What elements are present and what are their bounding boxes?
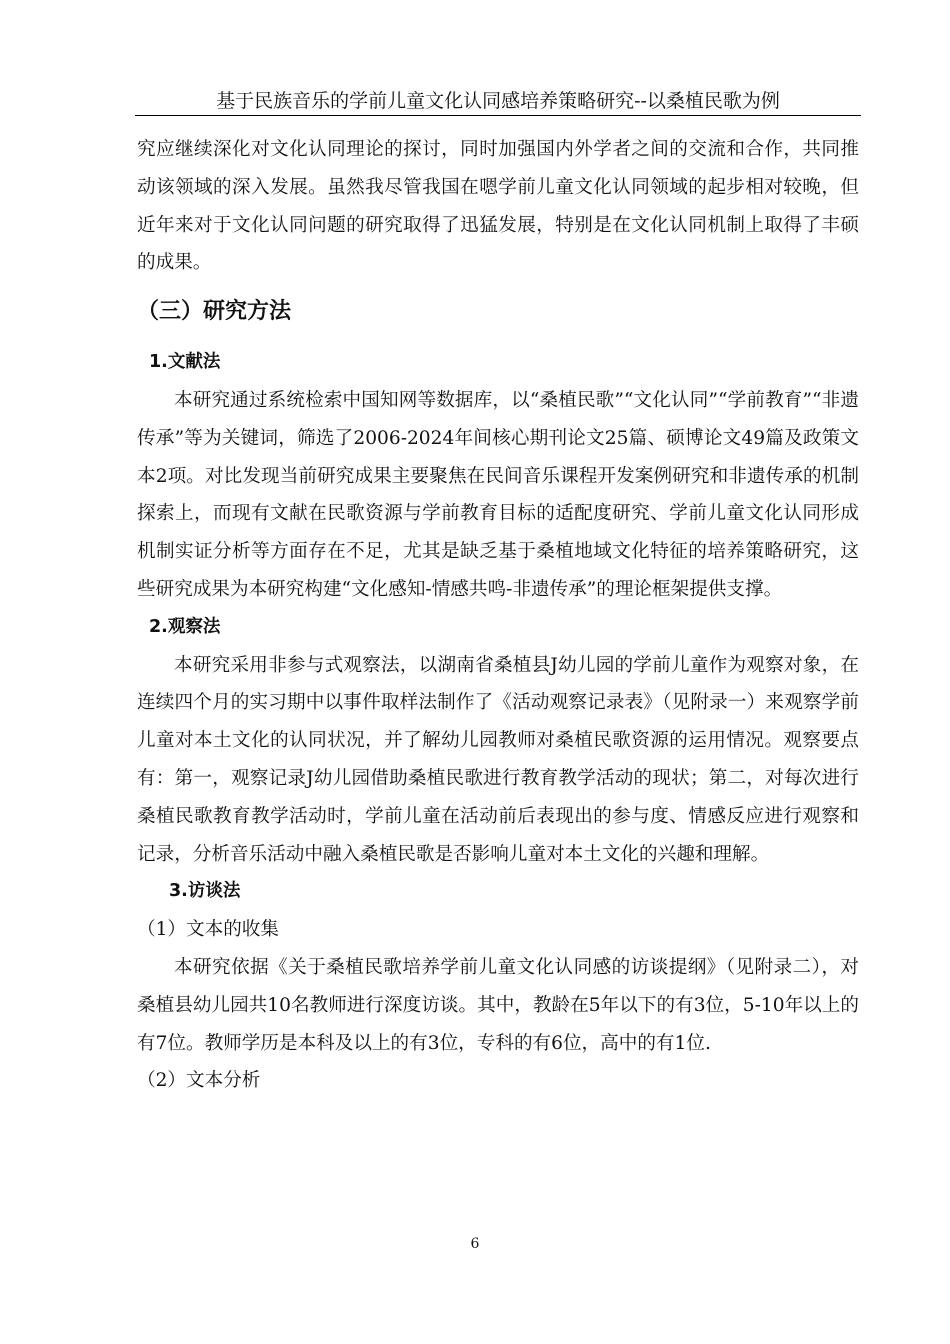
method-heading-interview: 3.访谈法 [169,881,241,902]
page-body [137,131,859,1100]
literature-paragraph: 本研究通过系统检索中国知网等数据库，以“桑植民歌”“文化认同”“学前教育”“非遗传承”等为关键词，筛选了2006-2024年间核心期刊论文25篇、硕博论文49篇及政策文本2项。对比发现当前研究成果主要聚焦在民间音乐课程开发案例研究和非遗传承的机制探索上，而现有文献在民歌资源与学前教育目标的适配度研究、学前儿童文化认同形成机制实证分析等方面存在不足，尤其是缺乏基于桑植地域文化特征的培养策略研究，这些研究成果为本研究构建“文化感知-情感共鸣-非遗传承”的理论框架提供支撑。 [137,389,859,600]
interview-paragraph: 本研究依据《关于桑植民歌培养学前儿童文化认同感的访谈提纲》（见附录二），对桑植县幼儿园共10名教师进行深度访谈。其中，教龄在5年以下的有3位，5-10年以上的有7位。教师学历是本科及以上的有3位，专科的有6位，高中的有1位. [137,956,859,1054]
observation-paragraph: 本研究采用非参与式观察法，以湖南省桑植县J幼儿园的学前儿童作为观察对象，在连续四个月的实习期中以事件取样法制作了《活动观察记录表》（见附录一）来观察学前儿童对本土文化的认同状况，并了解幼儿园教师对桑植民歌资源的运用情况。观察要点有：第一，观察记录J幼儿园借助桑植民歌进行教育教学活动的现状；第二，对每次进行桑植民歌教育教学活动时，学前儿童在活动前后表现出的参与度、情感反应进行观察和记录，分析音乐活动中融入桑植民歌是否影响儿童对本土文化的兴趣和理解。 [137,654,859,865]
method-heading-literature: 1.文献法 [149,352,221,373]
method-heading-observation: 2.观察法 [149,616,221,637]
page-number: 6 [470,1236,480,1252]
intro-paragraph: 究应继续深化对文化认同理论的探讨，同时加强国内外学者之间的交流和合作，共同推动该领域的深入发展。虽然我尽管我国在嗯学前儿童文化认同领域的起步相对较晚，但近年来对于文化认同问题的研究取得了迅猛发展，特别是在文化认同机制上取得了丰硕的成果。 [137,139,859,274]
section-heading: （三）研究方法 [137,299,292,325]
interview-subheading-analysis: （2）文本分析 [137,1070,261,1092]
running-header: 基于民族音乐的学前儿童文化认同感培养策略研究--以桑植民歌为例 [216,90,780,112]
header-divider [135,115,861,116]
interview-subheading-collection: （1）文本的收集 [137,919,279,941]
